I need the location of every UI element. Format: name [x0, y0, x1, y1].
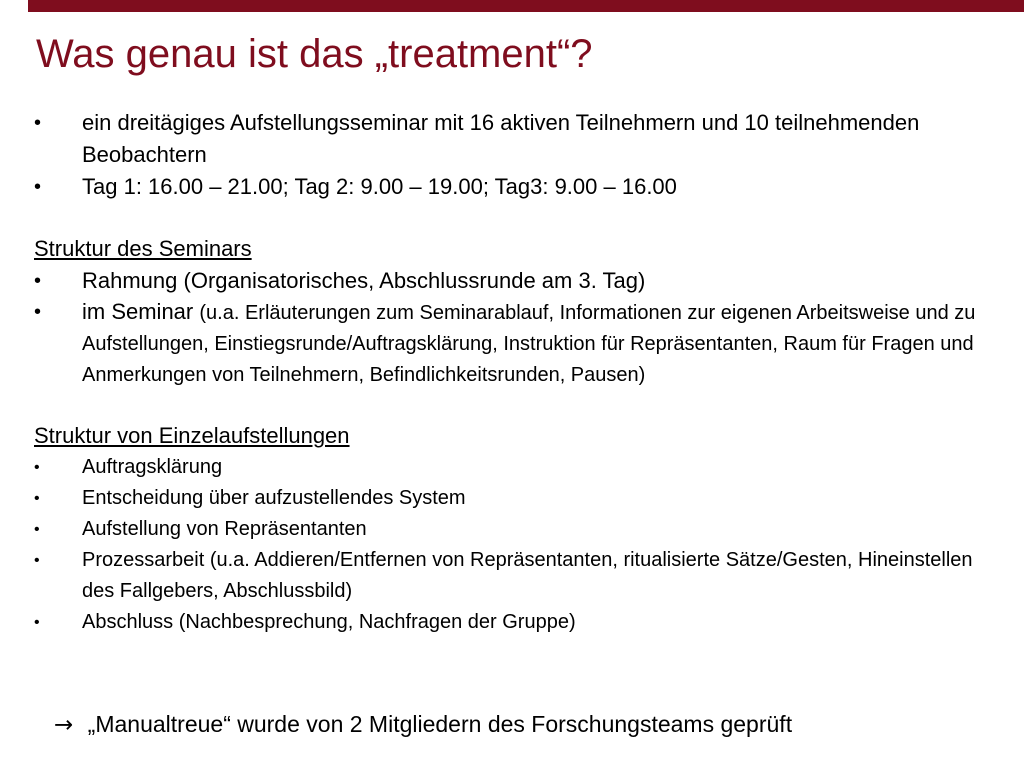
- list-item-lead: im Seminar: [82, 299, 194, 324]
- list-item-text: Rahmung (Organisatorisches, Abschlussrunde am 3. Tag): [82, 268, 646, 293]
- bullet-icon: •: [34, 552, 40, 569]
- bullet-icon: •: [34, 521, 40, 538]
- list-item-text: Aufstellung von Repräsentanten: [82, 518, 367, 540]
- slide-body: [34, 107, 1004, 638]
- list-item-text: ein dreitägiges Aufstellungsseminar mit 16 aktiven Teilnehmern und 10 teilnehmenden Beobachtern: [82, 110, 920, 167]
- list-item-text: Entscheidung über aufzustellendes System: [82, 487, 466, 509]
- single-structure-heading: Struktur von Einzelaufstellungen: [34, 423, 350, 448]
- list-item-text: Tag 1: 16.00 – 21.00; Tag 2: 9.00 – 19.00; Tag3: 9.00 – 16.00: [82, 174, 677, 199]
- seminar-structure-list: [34, 265, 1004, 390]
- bullet-icon: •: [34, 490, 40, 507]
- seminar-structure-heading: Struktur des Seminars: [34, 236, 252, 261]
- list-item: [34, 297, 1004, 390]
- list-item: [34, 607, 1004, 638]
- list-item: [34, 483, 1004, 514]
- bullet-icon: •: [34, 176, 42, 198]
- list-item-text: Prozessarbeit (u.a. Addieren/Entfernen von Repräsentanten, ritualisierte Sätze/Gesten, Hineinstellen des Fallgebers, Abschlussbild): [82, 549, 973, 602]
- arrow-right-icon: →: [54, 712, 74, 738]
- list-item: [34, 545, 1004, 607]
- list-item: [34, 265, 1004, 297]
- intro-bullet-list: [34, 107, 1004, 203]
- top-accent-bar: [28, 0, 1024, 12]
- bullet-icon: •: [34, 614, 40, 631]
- list-item-detail: (u.a. Erläuterungen zum Seminarablauf, Informationen zur eigenen Arbeitsweise und zu Aufstellungen, Einstiegsrunde/Auftragsklärung, Instruktion für Repräsentanten, Raum für Fragen und Anmerkungen von Teilnehmern, Befindlichkeitsrunden, Pausen): [82, 302, 976, 386]
- single-structure-list: [34, 452, 1004, 638]
- list-item-text: Auftragsklärung: [82, 456, 223, 478]
- bullet-icon: •: [34, 112, 42, 134]
- list-item: [34, 107, 1004, 171]
- slide-title: Was genau ist das „treatment“?: [36, 32, 593, 76]
- list-item: [34, 514, 1004, 545]
- bullet-icon: •: [34, 301, 42, 323]
- bullet-icon: •: [34, 270, 42, 292]
- list-item: [34, 452, 1004, 483]
- footer-text: „Manualtreue“ wurde von 2 Mitgliedern des Forschungsteams geprüft: [87, 711, 793, 737]
- bullet-icon: •: [34, 459, 40, 476]
- list-item: [34, 171, 1004, 203]
- footer-note: [54, 706, 792, 743]
- list-item-text: Abschluss (Nachbesprechung, Nachfragen der Gruppe): [82, 611, 576, 633]
